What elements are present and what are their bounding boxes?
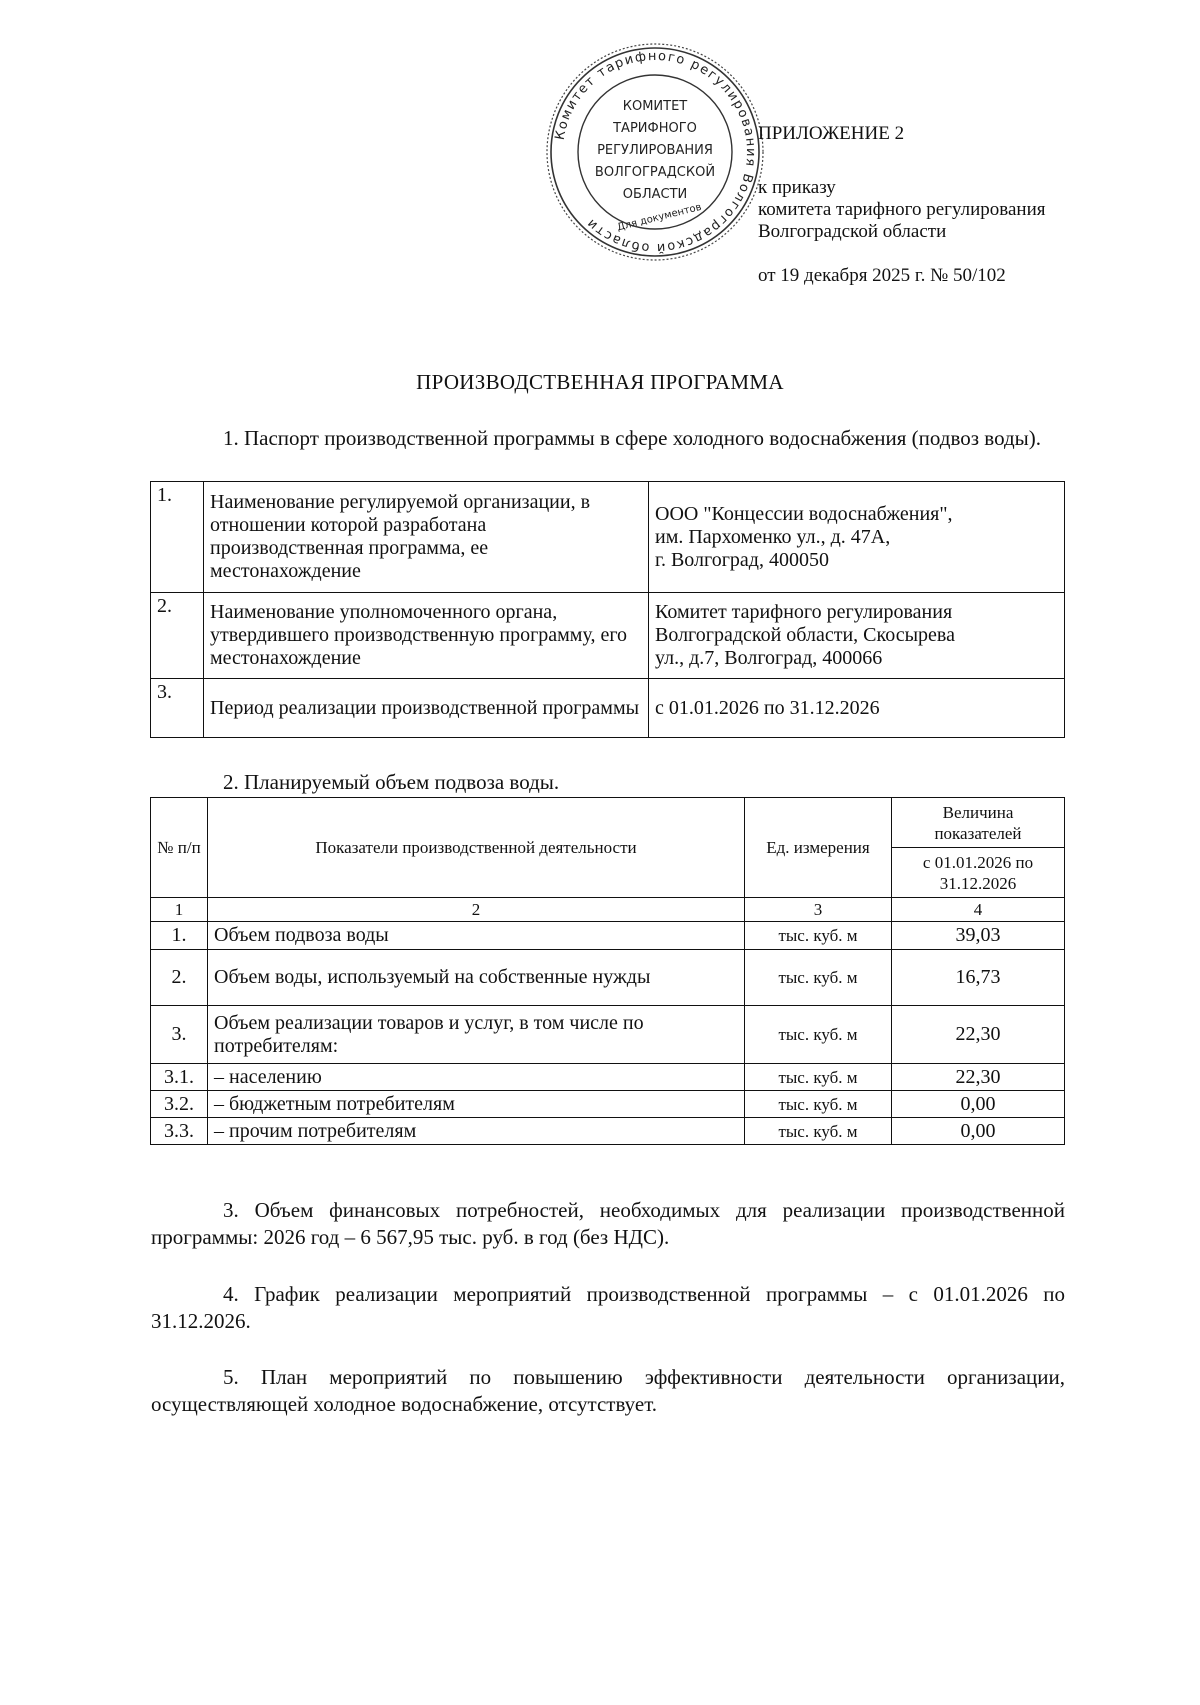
row-unit: тыс. куб. м (745, 950, 892, 1006)
row-number: 3.1. (151, 1064, 208, 1091)
row-indicator: Объем реализации товаров и услуг, в том числе по потребителям: (208, 1006, 745, 1064)
committee-line-1: комитета тарифного регулирования (758, 199, 1046, 220)
row-indicator: – бюджетным потребителям (208, 1091, 745, 1118)
col-header-value: Величина показателей (892, 798, 1065, 848)
passport-table (150, 481, 1065, 738)
seal-line-4: ВОЛГОГРАДСКОЙ (594, 165, 716, 180)
document-title: ПРОИЗВОДСТВЕННАЯ ПРОГРАММА (416, 370, 784, 394)
committee-line-2: Волгоградской области (758, 221, 947, 242)
row-indicator: – прочим потребителям (208, 1118, 745, 1145)
passport-row-label: Период реализации производственной программы (204, 679, 649, 738)
order-date-number: от 19 декабря 2025 г. № 50/102 (758, 265, 1006, 286)
passport-row-number: 2. (151, 593, 204, 679)
col-number: 3 (745, 898, 892, 922)
table-row (151, 1091, 1065, 1118)
col-number: 2 (208, 898, 745, 922)
row-value: 22,30 (892, 1064, 1065, 1091)
paragraph-financial-needs: 3. Объем финансовых потребностей, необходимых для реализации производственной программы: 2026 год – 6 567,95 тыс. руб. в год (без НДС). (151, 1198, 1065, 1249)
row-number: 3.2. (151, 1091, 208, 1118)
row-value: 0,00 (892, 1091, 1065, 1118)
passport-row-number: 3. (151, 679, 204, 738)
passport-row-value: с 01.01.2026 по 31.12.2026 (649, 679, 1065, 738)
official-seal (540, 40, 770, 265)
row-value: 39,03 (892, 922, 1065, 950)
table-row (151, 1118, 1065, 1145)
volume-table (150, 797, 1065, 1145)
passport-row-label: Наименование регулируемой организации, в отношении которой разработана производственная программа, ее местонахождение (204, 482, 649, 593)
to-order-line: к приказу (758, 177, 836, 198)
row-number: 3.3. (151, 1118, 208, 1145)
table-row (151, 1064, 1065, 1091)
row-unit: тыс. куб. м (745, 922, 892, 950)
col-header-period: с 01.01.2026 по 31.12.2026 (892, 848, 1065, 898)
paragraph-schedule: 4. График реализации мероприятий производственной программы – с 01.01.2026 по 31.12.2026. (151, 1282, 1065, 1333)
section1-heading: 1. Паспорт производственной программы в сфере холодного водоснабжения (подвоз воды). (223, 426, 1041, 450)
seal-ring-text: Комитет тарифного регулирования Волгоградской области (552, 48, 759, 256)
seal-line-1: КОМИТЕТ (622, 99, 688, 114)
row-value: 22,30 (892, 1006, 1065, 1064)
col-header-indicator: Показатели производственной деятельности (208, 798, 745, 898)
row-value: 0,00 (892, 1118, 1065, 1145)
appendix-title: ПРИЛОЖЕНИЕ 2 (758, 123, 905, 144)
row-indicator: – населению (208, 1064, 745, 1091)
table-row (151, 922, 1065, 950)
passport-row-value: ООО "Концессии водоснабжения", им. Пархоменко ул., д. 47А, г. Волгоград, 400050 (649, 482, 1065, 593)
row-indicator: Объем воды, используемый на собственные нужды (208, 950, 745, 1006)
row-number: 1. (151, 922, 208, 950)
seal-line-3: РЕГУЛИРОВАНИЯ (597, 143, 713, 158)
row-unit: тыс. куб. м (745, 1118, 892, 1145)
seal-bottom-text: Для документов (616, 201, 703, 234)
column-number-row (151, 898, 1065, 922)
table-row (151, 950, 1065, 1006)
col-number: 1 (151, 898, 208, 922)
seal-line-2: ТАРИФНОГО (613, 121, 697, 136)
passport-row-number: 1. (151, 482, 204, 593)
seal-line-5: ОБЛАСТИ (622, 187, 688, 202)
row-unit: тыс. куб. м (745, 1006, 892, 1064)
section2-heading: 2. Планируемый объем подвоза воды. (223, 770, 560, 794)
table-row (151, 1006, 1065, 1064)
col-header-num: № п/п (151, 798, 208, 898)
row-unit: тыс. куб. м (745, 1091, 892, 1118)
row-value: 16,73 (892, 950, 1065, 1006)
passport-row (151, 482, 1065, 593)
row-number: 2. (151, 950, 208, 1006)
paragraph-efficiency-plan: 5. План мероприятий по повышению эффективности деятельности организации, осуществляющей холодное водоснабжение, отсутствует. (151, 1365, 1065, 1416)
col-number: 4 (892, 898, 1065, 922)
col-header-unit: Ед. измерения (745, 798, 892, 898)
row-indicator: Объем подвоза воды (208, 922, 745, 950)
passport-row (151, 679, 1065, 738)
passport-row-label: Наименование уполномоченного органа, утвердившего производственную программу, его местонахождение (204, 593, 649, 679)
passport-row-value: Комитет тарифного регулирования Волгоградской области, Скосырева ул., д.7, Волгоград, 400066 (649, 593, 1065, 679)
row-unit: тыс. куб. м (745, 1064, 892, 1091)
passport-row (151, 593, 1065, 679)
row-number: 3. (151, 1006, 208, 1064)
